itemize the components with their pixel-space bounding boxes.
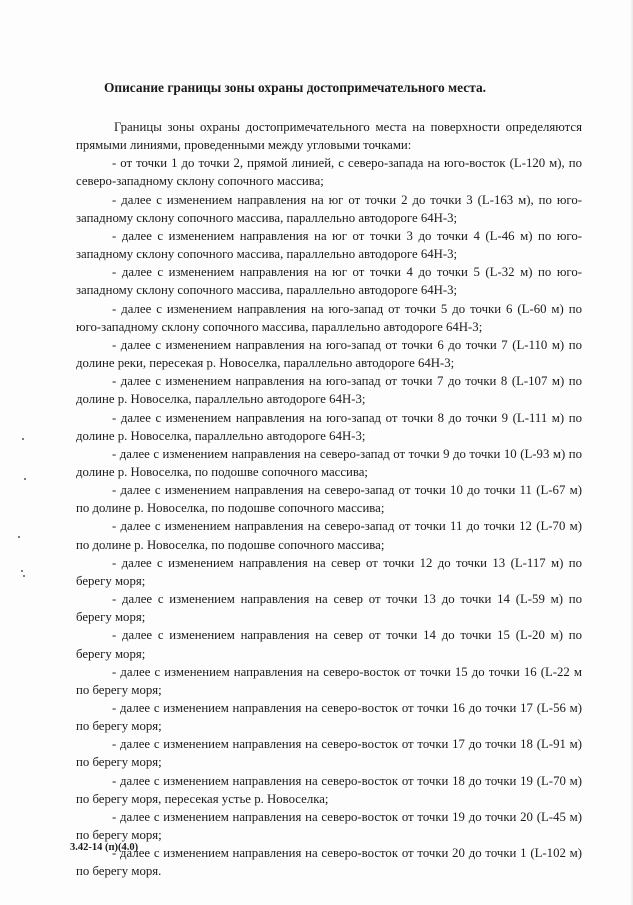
boundary-item-8: - далее с изменением направления на юго-запад от точки 8 до точки 9 (L-111 м) по долине р. Новоселка, параллельно автодороге 64Н-3; xyxy=(76,410,582,443)
boundary-item-16: - далее с изменением направления на северо-восток от точки 16 до точки 17 (L-56 м) по берегу моря; xyxy=(76,701,582,734)
boundary-item-4: - далее с изменением направления на юг от точки 4 до точки 5 (L-32 м) по юго-западному склону сопочного массива, параллельно автодороге 64Н-3; xyxy=(76,265,582,298)
boundary-item-19: - далее с изменением направления на северо-восток от точки 19 до точки 20 (L-45 м) по берегу моря; xyxy=(76,809,582,843)
boundary-item-12: - далее с изменением направления на север от точки 12 до точки 13 (L-117 м) по берегу моря; xyxy=(76,555,582,588)
boundary-item-6: - далее с изменением направления на юго-запад от точки 6 до точки 7 (L-110 м) по долине реки, пересекая р. Новоселка, параллельно автодороге 64Н-3; xyxy=(76,337,582,371)
boundary-item-11: - далее с изменением направления на северо-запад от точки 11 до точки 12 (L-70 м) по долине р. Новоселка, по подошве сопочного массива; xyxy=(76,519,582,552)
boundary-item-13: - далее с изменением направления на север от точки 13 до точки 14 (L-59 м) по берегу моря; xyxy=(76,592,582,625)
boundary-item-20: - далее с изменением направления на северо-восток от точки 20 до точки 1 (L-102 м) по берегу моря. xyxy=(76,846,582,879)
boundary-item-14: - далее с изменением направления на север от точки 14 до точки 15 (L-20 м) по берегу моря; xyxy=(76,628,582,661)
boundary-item-2: - далее с изменением направления на юг от точки 2 до точки 3 (L-163 м), по юго-западному склону сопочного массива, параллельно автодороге 64Н-3; xyxy=(76,192,582,225)
scan-speck xyxy=(24,478,26,480)
boundary-item-17: - далее с изменением направления на северо-восток от точки 17 до точки 18 (L-91 м) по берегу моря; xyxy=(76,737,582,770)
scan-speck xyxy=(21,570,23,572)
boundary-item-5: - далее с изменением направления на юго-запад от точки 5 до точки 6 (L-60 м) по юго-западному склону сопочного массива, параллельно автодороге 64Н-3; xyxy=(76,301,582,334)
boundary-item-7: - далее с изменением направления на юго-запад от точки 7 до точки 8 (L-107 м) по долине р. Новоселка, параллельно автодороге 64Н-3; xyxy=(76,374,582,407)
boundary-item-18: - далее с изменением направления на северо-восток от точки 18 до точки 19 (L-70 м) по берегу моря, пересекая устье р. Новоселка; xyxy=(76,773,582,806)
boundary-item-3: - далее с изменением направления на юг от точки 3 до точки 4 (L-46 м) по юго-западному склону сопочного массива, параллельно автодороге 64Н-3; xyxy=(76,228,582,262)
scan-speck xyxy=(22,438,24,440)
boundary-item-10: - далее с изменением направления на северо-запад от точки 10 до точки 11 (L-67 м) по долине р. Новоселка, по подошве сопочного массива; xyxy=(76,483,582,516)
boundary-item-1: - от точки 1 до точки 2, прямой линией, с северо-запада на юго-восток (L-120 м), по северо-западному склону сопочного массива; xyxy=(76,156,582,189)
scan-speck xyxy=(18,536,20,538)
boundary-item-15: - далее с изменением направления на северо-восток от точки 15 до точки 16 (L-22 м по берегу моря; xyxy=(76,664,582,697)
intro-paragraph: Границы зоны охраны достопримечательного места на поверхности определяются прямыми линиями, проведенными между угловыми точками: xyxy=(76,120,582,153)
boundary-item-9: - далее с изменением направления на северо-запад от точки 9 до точки 10 (L-93 м) по долине р. Новоселка, по подошве сопочного массива; xyxy=(76,446,582,479)
document-code: 3.42-14 (п)(4.0) xyxy=(70,842,139,853)
document-body xyxy=(76,118,582,881)
document-title: Описание границы зоны охраны достопримечательного места. xyxy=(103,80,487,95)
scan-speck xyxy=(23,575,25,577)
